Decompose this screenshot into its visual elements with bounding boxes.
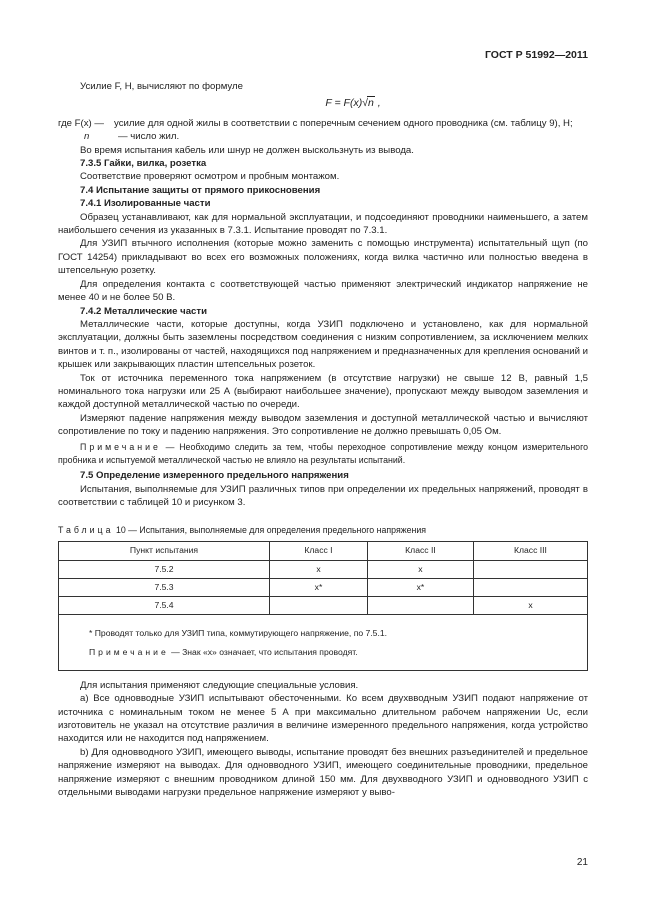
table-row <box>59 561 588 579</box>
column-header: Класс II <box>367 542 473 561</box>
where-symbol: где F(x) — <box>58 117 104 129</box>
table-footer-row <box>59 615 588 671</box>
heading-7-4-2: 7.4.2 Металлические части <box>80 305 207 317</box>
formula <box>118 97 588 110</box>
table-note-label: Примечание <box>89 647 169 658</box>
table-caption-label: Таблица <box>58 524 114 535</box>
table-cell <box>367 597 473 615</box>
table-cell: 7.5.4 <box>59 597 270 615</box>
note-label: Примечание <box>80 441 161 452</box>
where-item <box>58 117 588 130</box>
table-cell: x <box>473 597 587 615</box>
paragraph: Для определения контакта с соответствующей частью применяют электрический индикатор напряжение не менее 40 и не более 50 В. <box>58 278 588 304</box>
heading-7-4-1: 7.4.1 Изолированные части <box>80 198 211 210</box>
table-cell: x* <box>270 579 368 597</box>
note-text: — Необходимо следить за тем, чтобы переходное сопротивление между концом измерительного пробника и испытуемой металлической частью не влияло на результаты испытаний. <box>58 441 588 465</box>
paragraph: Для УЗИП втычного исполнения (которые можно заменить с помощью инструмента) испытательный щуп (по ГОСТ 14254) прикладывают во всех его возможных положениях, когда вилка частично или полностью введена в штепсельную розетку. <box>58 238 588 277</box>
paragraph: а) Все одновводные УЗИП испытывают обесточенными. Ко всем двухвводным УЗИП подают напряжение от источника с номинальным током не менее 5 А при максимально длительном рабочем напряжении Uc, если изготовитель не указал на отсутствие различия в величине измеренного предельного напряжения, когда устройство находится или не находится под напряжением. <box>58 693 588 745</box>
heading-7-4: 7.4 Испытание защиты от прямого прикосновения <box>80 184 321 196</box>
formula-mid: = F(x) <box>331 97 363 110</box>
table-cell <box>473 561 587 579</box>
paragraph: b) Для одновводного УЗИП, имеющего выводы, испытание проводят без внешних разъединителей и предельное напряжение измеряют на выводах. Для одновводного УЗИП, имеющего соединительные проводники, предельное напряжение измеряют с внешним проводником длиной 150 мм. Для двухвводного УЗИП и одновводного УЗИП с отдельными выводами нагрузки предельное напряжение измеряют у выво- <box>58 746 588 799</box>
table-cell <box>473 579 587 597</box>
table-footnote: * Проводят только для УЗИП типа, коммутирующего напряжение, по 7.5.1. <box>89 628 388 638</box>
where-text: — число жил. <box>118 131 180 143</box>
table-cell: 7.5.3 <box>59 579 270 597</box>
table-note <box>89 646 587 659</box>
paragraph: Для испытания применяют следующие специальные условия. <box>80 679 359 691</box>
paragraph: Металлические части, которые доступны, когда УЗИП подключено и установлено, как для нормальной эксплуатации, должны быть заземлены посредством соединения с низким сопротивлением, за исключением мелких винтов и т. п., изолированы от частей, находящихся под напряжением и предназначенных для крепления оснований и крышек или закрывающих пластин штепсельных розеток. <box>58 318 588 371</box>
page-number: 21 <box>576 857 588 868</box>
where-symbol: n <box>84 131 90 143</box>
document-id: ГОСТ Р 51992—2011 <box>484 49 588 61</box>
table-cell: x <box>270 561 368 579</box>
table-row <box>59 579 588 597</box>
paragraph: Испытания, выполняемые для УЗИП различных типов при определении их предельных напряжений, проводят в соответствии с таблицей 10 и рисунком 3. <box>58 483 588 509</box>
column-header: Класс I <box>270 542 368 561</box>
paragraph: Образец устанавливают, как для нормальной эксплуатации, и подсоединяют проводники наименьшего, а затем наибольшего сечения из указанных в 7.3.1. Испытание проводят по 7.3.1. <box>58 211 588 237</box>
note <box>58 441 588 468</box>
table-cell: x* <box>367 579 473 597</box>
heading-7-5: 7.5 Определение измеренного предельного напряжения <box>80 470 349 482</box>
paragraph: Во время испытания кабель или шнур не должен выскользнуть из вывода. <box>80 144 414 156</box>
table-caption <box>58 524 588 537</box>
column-header: Пункт испытания <box>59 542 270 561</box>
page-body <box>58 80 588 799</box>
tests-table <box>58 541 588 671</box>
heading-7-3-5: 7.3.5 Гайки, вилка, розетка <box>80 158 207 170</box>
formula-lhs: F <box>325 97 332 110</box>
table-cell: 7.5.2 <box>59 561 270 579</box>
paragraph: Ток от источника переменного тока напряжением (в отсутствие нагрузки) не свыше 12 В, равный 1,5 номинального тока нагрузки или 25 А (выбирают наибольшее значение), пропускают между выводом заземления и каждой доступной металлической частью по очереди. <box>58 372 588 411</box>
paragraph: Измеряют падение напряжения между выводом заземления и доступной металлической частью и вычисляют сопротивление по току и падению напряжения. Это сопротивление не должно превышать 0,05 Ом. <box>58 412 588 438</box>
formula-intro: Усилие F, Н, вычисляют по формуле <box>80 81 243 92</box>
table-caption-text: 10 — Испытания, выполняемые для определения предельного напряжения <box>113 524 427 535</box>
table-cell <box>270 597 368 615</box>
paragraph: Соответствие проверяют осмотром и пробным монтажом. <box>80 171 340 183</box>
column-header: Класс III <box>473 542 587 561</box>
formula-tail: , <box>374 97 381 110</box>
sqrt-icon: √ <box>362 97 368 110</box>
where-text: усилие для одной жилы в соответствии с поперечным сечением одного проводника (см. таблицу 9), Н; <box>114 117 573 129</box>
table-note-text: — Знак «x» означает, что испытания проводят. <box>168 647 358 658</box>
table-cell: x <box>367 561 473 579</box>
where-item <box>80 130 588 143</box>
table-footer <box>59 615 588 671</box>
table-header-row <box>59 542 588 561</box>
table-row <box>59 597 588 615</box>
formula-radicand: n <box>367 97 374 110</box>
